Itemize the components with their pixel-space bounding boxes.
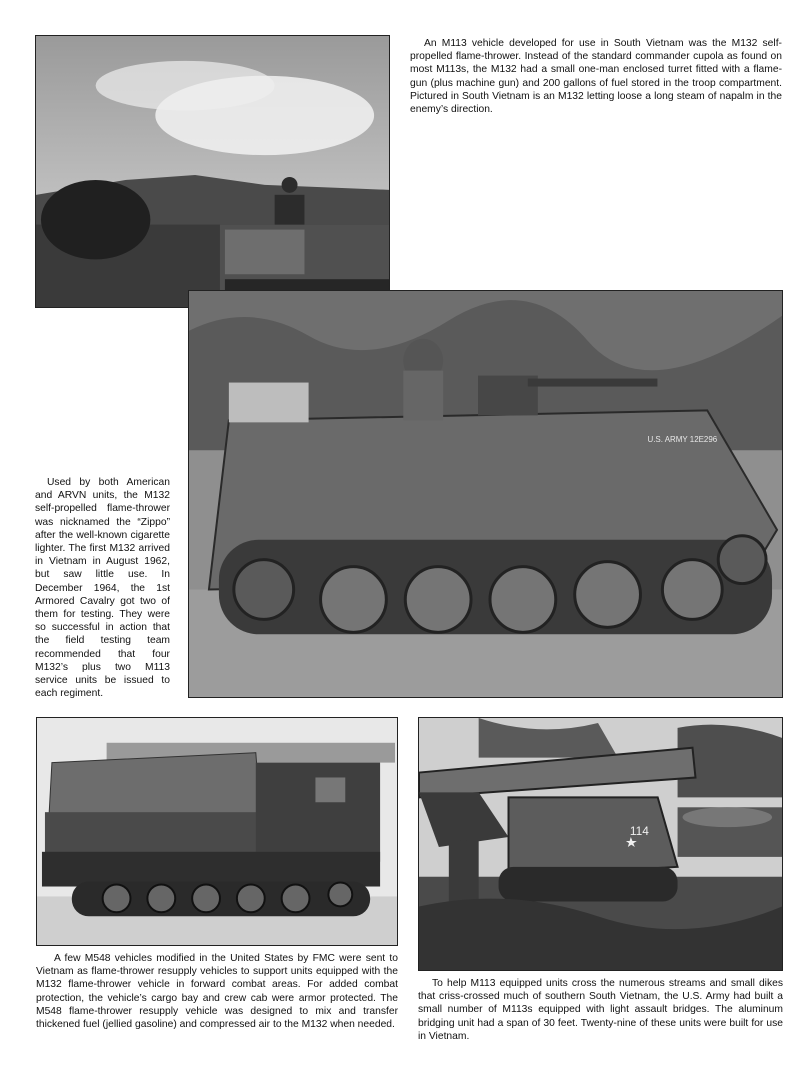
caption-m548: A few M548 vehicles modified in the United States by FMC were sent to Vietnam as flame-thrower resupply vehicles to support units equipped with the M132 flame-thrower vehicle in forward combat areas. For added combat protection, the vehicle’s cargo bay and crew cab were armor protected. The M548 flame-thrower resupply vehicle was designed to mix and transfer thickened fuel (jellied gasoline) and compressed air to the M132 when needed. <box>36 953 398 1031</box>
photo-m132-firing-image <box>36 36 389 307</box>
caption-m132-firing: An M113 vehicle developed for use in South Vietnam was the M132 self-propelled flame-thrower. Instead of the standard commander cupola as found on most M113s, the M132 had a small one-man enclosed turret fitted with a flame-gun (plus machine gun) and 200 gallons of fuel stored in the troop compartment. Pictured in South Vietnam is an M132 letting loose a long steam of napalm in the enemy’s direction. <box>410 38 782 116</box>
photo-m132-firing <box>35 35 390 308</box>
zippo-markings: U.S. ARMY 12E296 <box>647 435 718 445</box>
photo-m113-bridge-image <box>419 718 782 970</box>
photo-m113-bridge <box>418 717 783 971</box>
caption-m132-zippo: Used by both American and ARVN units, the M132 self-propelled flame-thrower was nicknamed the “Zippo” after the well-known cigarette lighter. The first M132 arrived in Vietnam in August 1962, but saw little use. In December 1964, the 1st Armored Cavalry got two of them for testing. They were so successful in action that the field testing team recommended that four M132’s plus two M113 service units be issued to each regiment. <box>35 477 170 700</box>
caption-m113-bridge: To help M113 equipped units cross the numerous streams and small dikes that criss-crossed much of southern South Vietnam, the U.S. Army had built a small number of M113s equipped with light assault bridges. The aluminum bridging unit had a span of 30 feet. Twenty-nine of these units were built for use in Vietnam. <box>418 978 783 1042</box>
photo-m548-resupply <box>36 717 398 946</box>
photo-m548-image <box>37 718 397 945</box>
photo-m132-zippo-image <box>189 291 782 697</box>
bridge-vehicle-number: 114 <box>629 824 649 839</box>
photo-m132-zippo <box>188 290 783 698</box>
